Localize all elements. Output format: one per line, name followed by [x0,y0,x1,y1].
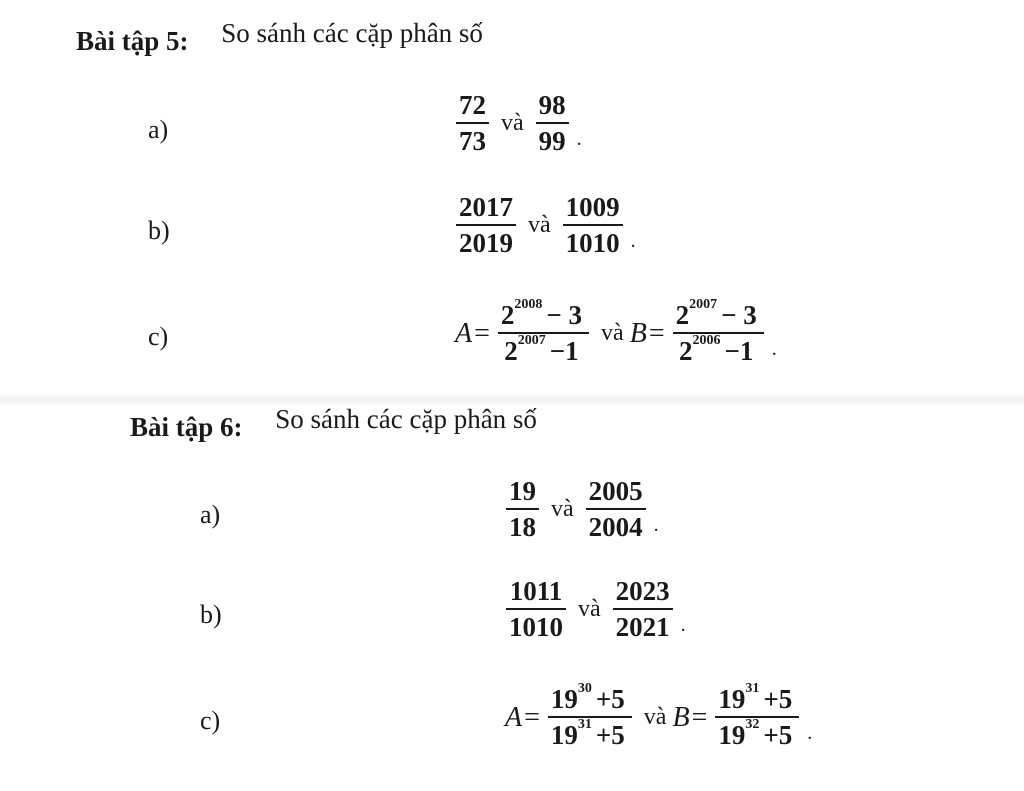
ex5-item-a-expression [450,92,582,155]
equals-sign: = [648,317,665,349]
ex6-item-c-letter: c) [200,706,221,735]
operator-term: +5 [595,684,625,714]
numerator: 72 [459,90,486,120]
conjunction: và [551,496,574,522]
ex5-item-a-letter: a) [148,115,169,144]
conjunction: và [578,596,601,622]
exercise-6-heading [130,404,537,443]
exponent: 32 [745,717,760,732]
fraction [586,478,646,541]
ex6-item-a-letter: a) [200,500,221,529]
period: . [680,614,686,636]
ex5-item-b-letter: b) [148,216,170,245]
denominator [715,718,799,749]
base: 19 [718,720,746,750]
base: 2 [500,300,515,330]
equals-sign: = [474,317,490,349]
equals-sign: = [691,701,708,733]
denominator: 1010 [565,228,620,258]
operator-term: +5 [763,684,793,714]
fraction [456,92,489,155]
ex6-item-b-expression [500,578,686,641]
exercise-6-label: Bài tập 6: [130,412,243,442]
numerator: 1011 [509,576,563,606]
variable-a: A [455,317,473,349]
fraction [613,578,673,641]
variable-b: B [672,701,690,733]
period: . [576,128,582,150]
denominator: 2019 [459,228,513,258]
operator-term: +5 [595,720,625,750]
operator-term: +5 [763,720,793,750]
conjunction: và [501,110,524,136]
base: 2 [678,336,693,366]
period: . [653,514,659,536]
exponent: 30 [577,681,592,696]
ex6-item-a-expression [500,478,659,541]
numerator: 2005 [588,476,643,506]
base: 19 [550,684,578,714]
ex6-item-c-expression [505,681,813,750]
fraction [673,297,764,366]
numerator: 19 [509,476,536,506]
numerator: 2017 [459,192,513,222]
base: 19 [718,684,746,714]
numerator: 2023 [615,576,670,606]
exponent: 2007 [517,333,546,348]
fraction [506,578,566,641]
base: 2 [675,300,690,330]
denominator: 73 [459,126,486,156]
numerator [715,681,799,716]
denominator: 2021 [615,612,670,642]
variable-a: A [505,701,523,733]
period: . [807,722,813,744]
numerator: 1009 [565,192,620,222]
fraction [548,681,632,750]
conjunction: và [528,212,551,238]
numerator [548,681,632,716]
exercise-5-heading [76,18,483,57]
denominator [548,718,632,749]
period: . [630,230,636,252]
exercise-5-label: Bài tập 5: [76,26,189,56]
numerator [498,297,589,332]
ex5-item-c-letter: c) [148,322,169,351]
exponent: 2007 [689,297,718,312]
base: 2 [504,336,518,366]
equals-sign: = [524,701,540,733]
denominator: 1010 [509,612,563,642]
denominator: 18 [509,512,536,542]
fraction [506,478,539,541]
numerator: 98 [538,90,566,120]
fraction [536,92,569,155]
exponent: 31 [745,681,760,696]
fraction [563,194,623,257]
denominator [501,334,585,365]
exercise-6-title: So sánh các cặp phân số [275,404,537,434]
fraction [715,681,799,750]
ex5-item-b-expression [450,194,636,257]
variable-b: B [629,317,647,349]
exponent: 31 [577,717,592,732]
operator-term: − 3 [721,300,757,330]
exponent: 2006 [692,333,721,348]
operator-term: −1 [549,336,579,366]
fraction [498,297,589,366]
conjunction: và [643,704,667,730]
ex5-item-c-expression [455,297,777,366]
base: 19 [550,720,578,750]
operator-term: − 3 [546,300,583,330]
exponent: 2008 [514,297,543,312]
exercise-5-title: So sánh các cặp phân số [221,18,483,48]
numerator [673,297,764,332]
denominator: 2004 [588,512,643,542]
operator-term: −1 [724,336,754,366]
fraction [456,194,516,257]
ex6-item-b-letter: b) [200,600,222,629]
denominator [676,334,760,365]
conjunction: và [601,320,624,346]
period: . [771,338,777,360]
denominator: 99 [538,126,566,156]
